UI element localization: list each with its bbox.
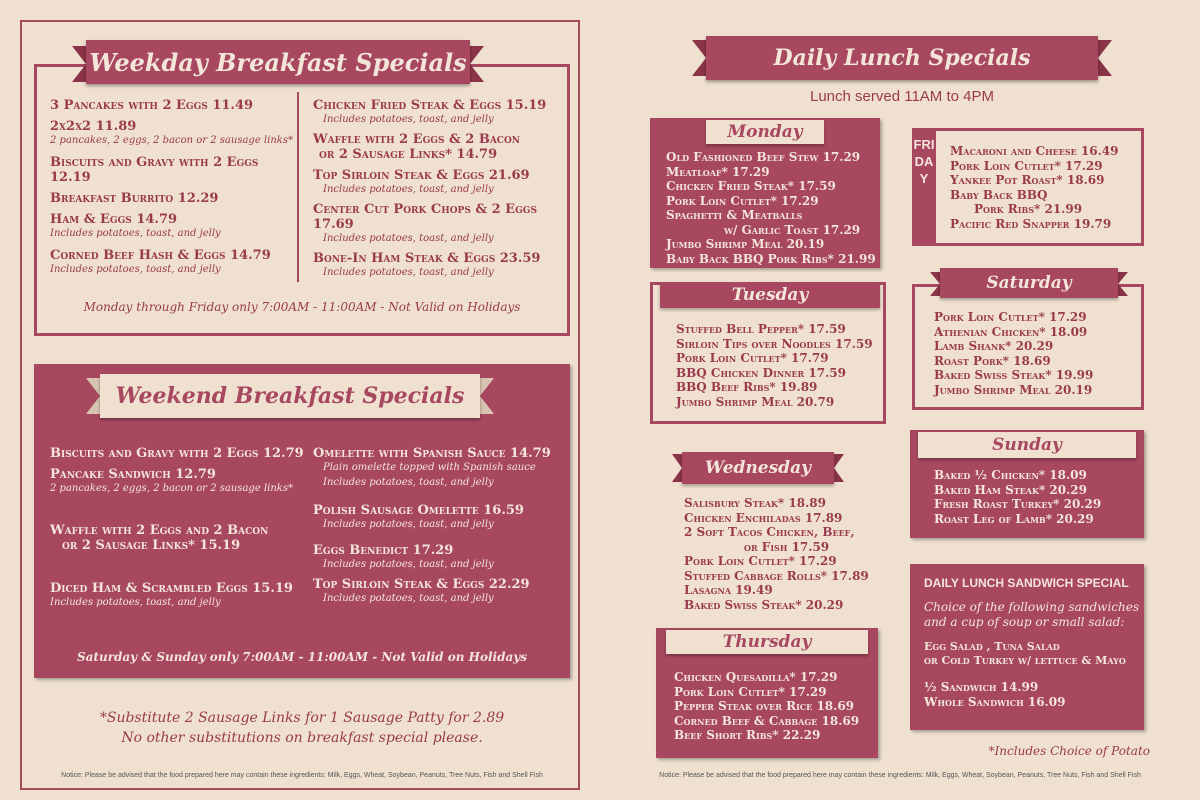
lunch-item: Pork Loin Cutlet* 17.29 <box>666 193 819 208</box>
weekday-footer: Monday through Friday only 7:00AM - 11:00AM - Not Valid on Holidays <box>83 300 521 314</box>
weekday-left-col <box>50 98 300 280</box>
menu-item: Pancake Sandwich 12.79 <box>50 467 216 482</box>
lunch-item: Jumbo Shrimp Meal 20.79 <box>676 394 835 409</box>
sunday-items <box>934 468 1140 526</box>
menu-item-desc: Plain omelette topped with Spanish sauce <box>323 462 536 473</box>
lunch-item: Baked Swiss Steak* 20.29 <box>684 597 844 612</box>
substitution-line-1: *Substitute 2 Sausage Links for 1 Sausage Patty for 2.89 <box>99 710 505 726</box>
sandwich-half: ½ Sandwich 14.99 <box>924 680 1039 694</box>
menu-item: or 2 Sausage Links* 15.19 <box>62 538 241 553</box>
menu-item: or 2 Sausage Links* 14.79 <box>319 147 498 162</box>
menu-item: Center Cut Pork Chops & 2 Eggs 17.69 <box>313 202 537 232</box>
friday-title: FRIDAY <box>913 137 935 186</box>
lunch-item: Pork Ribs* 21.99 <box>974 202 1083 216</box>
lunch-item: Pepper Steak over Rice 18.69 <box>674 699 855 713</box>
menu-item: Chicken Fried Steak & Eggs 15.19 <box>313 98 547 113</box>
menu-item-desc: Includes potatoes, toast, and jelly <box>323 519 494 530</box>
sandwich-whole: Whole Sandwich 16.09 <box>924 695 1066 709</box>
menu-item: Diced Ham & Scrambled Eggs 15.19 <box>50 581 293 596</box>
menu-item: 3 Pancakes with 2 Eggs 11.49 <box>50 98 254 113</box>
saturday-title: Saturday <box>940 268 1118 298</box>
menu-item-desc: Includes potatoes, toast, and jelly <box>50 228 221 239</box>
lunch-item: Baked Swiss Steak* 19.99 <box>934 368 1094 382</box>
lunch-item: Beef Short Ribs* 22.29 <box>674 728 821 742</box>
weekend-title: Weekend Breakfast Specials <box>100 374 480 418</box>
lunch-item: Pork Loin Cutlet* 17.29 <box>934 310 1087 324</box>
lunch-item: Pork Loin Cutlet* 17.29 <box>950 158 1103 173</box>
weekend-left-col <box>50 446 305 613</box>
lunch-item: Spaghetti & Meatballs <box>666 208 803 222</box>
lunch-item: Pacific Red Snapper 19.79 <box>950 216 1112 231</box>
weekend-footer: Saturday & Sunday only 7:00AM - 11:00AM - Not Valid on Holidays <box>76 650 528 664</box>
lunch-item: 2 Soft Tacos Chicken, Beef, <box>684 525 855 539</box>
lunch-item: Lamb Shank* 20.29 <box>934 339 1054 353</box>
lunch-item: Meatloaf* 17.29 <box>666 164 770 179</box>
weekday-title: Weekday Breakfast Specials <box>86 40 470 84</box>
menu-item: Corned Beef Hash & Eggs 14.79 <box>50 248 271 263</box>
menu-item-desc: 2 pancakes, 2 eggs, 2 bacon or 2 sausage links* <box>50 483 293 494</box>
thursday-title: Thursday <box>666 630 868 654</box>
sunday-title: Sunday <box>918 432 1136 458</box>
lunch-item: Pork Loin Cutlet* 17.79 <box>676 351 829 365</box>
weekday-right-col <box>313 98 568 283</box>
sandwich-option-2: or Cold Turkey w/ lettuce & Mayo <box>924 654 1126 667</box>
menu-item-desc: Includes potatoes, toast, and jelly <box>50 264 221 275</box>
lunch-item: Lasagna 19.49 <box>684 583 773 597</box>
menu-item: Breakfast Burrito 12.29 <box>50 191 219 206</box>
lunch-item: BBQ Chicken Dinner 17.59 <box>676 365 846 380</box>
lunch-item: Salisbury Steak* 18.89 <box>684 496 826 510</box>
lunch-title: Daily Lunch Specials <box>706 36 1098 80</box>
monday-items <box>666 150 880 266</box>
substitution-line-2: No other substitutions on breakfast special please. <box>121 730 483 746</box>
lunch-item: Baked Ham Steak* 20.29 <box>934 482 1087 497</box>
lunch-item: Baked ½ Chicken* 18.09 <box>934 468 1087 482</box>
menu-item-desc: Includes potatoes, toast, and jelly <box>50 597 221 608</box>
menu-item-desc: Includes potatoes, toast, and jelly <box>323 184 494 195</box>
menu-item: Bone-In Ham Steak & Eggs 23.59 <box>313 251 541 266</box>
menu-item: Ham & Eggs 14.79 <box>50 212 178 227</box>
lunch-item: Yankee Pot Roast* 18.69 <box>950 173 1105 187</box>
lunch-item: Baby Back BBQ Pork Ribs* 21.99 <box>666 251 876 266</box>
lunch-item: Roast Leg of Lamb* 20.29 <box>934 511 1094 526</box>
lunch-item: Roast Pork* 18.69 <box>934 353 1051 368</box>
lunch-item: BBQ Beef Ribs* 19.89 <box>676 380 818 394</box>
menu-item: 2x2x2 11.89 <box>50 119 137 134</box>
thursday-items <box>674 670 874 743</box>
menu-item: Polish Sausage Omelette 16.59 <box>313 503 524 518</box>
lunch-subtitle: Lunch served 11AM to 4PM <box>810 88 994 105</box>
wednesday-title: Wednesday <box>682 452 834 484</box>
potato-note: *Includes Choice of Potato <box>988 744 1150 758</box>
lunch-item: Athenian Chicken* 18.09 <box>934 324 1088 339</box>
lunch-item: Macaroni and Cheese 16.49 <box>950 144 1119 158</box>
lunch-item: Pork Loin Cutlet* 17.29 <box>684 554 837 568</box>
sandwich-desc-1: Choice of the following sandwiches <box>924 600 1139 614</box>
sandwich-option-1: Egg Salad , Tuna Salad <box>924 640 1060 653</box>
menu-item-desc: 2 pancakes, 2 eggs, 2 bacon or 2 sausage links* <box>50 135 293 146</box>
menu-item-desc: Includes potatoes, toast, and jelly <box>323 477 494 488</box>
sandwich-title: DAILY LUNCH SANDWICH SPECIAL <box>924 576 1129 590</box>
sandwich-content <box>924 576 1140 710</box>
menu-item: Top Sirloin Steak & Eggs 22.29 <box>313 577 530 592</box>
friday-items <box>950 144 1142 231</box>
lunch-item: Jumbo Shrimp Meal 20.19 <box>666 237 825 251</box>
menu-item-desc: Includes potatoes, toast, and jelly <box>323 267 494 278</box>
menu-item-desc: Includes potatoes, toast, and jelly <box>323 559 494 570</box>
tuesday-items <box>676 322 882 409</box>
weekend-right-col <box>313 446 568 609</box>
lunch-item: Stuffed Cabbage Rolls* 17.89 <box>684 568 869 583</box>
menu-item: Biscuits and Gravy with 2 Eggs 12.79 <box>50 446 304 461</box>
lunch-item: Stuffed Bell Pepper* 17.59 <box>676 322 846 336</box>
lunch-item: Fresh Roast Turkey* 20.29 <box>934 497 1102 511</box>
sandwich-desc-2: and a cup of soup or small salad: <box>924 615 1125 629</box>
lunch-item: Chicken Fried Steak* 17.59 <box>666 179 836 193</box>
menu-item: Waffle with 2 Eggs & 2 Bacon <box>313 132 521 147</box>
tuesday-title: Tuesday <box>660 282 880 308</box>
menu-item: Top Sirloin Steak & Eggs 21.69 <box>313 168 530 183</box>
menu-item: Biscuits and Gravy with 2 Eggs 12.19 <box>50 155 259 185</box>
menu-item-desc: Includes potatoes, toast, and jelly <box>323 114 494 125</box>
lunch-item: Old Fashioned Beef Stew 17.29 <box>666 150 861 164</box>
wednesday-items <box>684 496 874 612</box>
lunch-item: Corned Beef & Cabbage 18.69 <box>674 713 860 728</box>
saturday-items <box>934 310 1140 397</box>
allergen-notice-left: Notice: Please be advised that the food prepared here may contain these ingredients: Milk, Eggs, Wheat, Soybean, Peanuts, Tree Nuts, Fish and Shell Fish <box>61 772 543 779</box>
monday-title: Monday <box>706 120 824 144</box>
allergen-notice-right: Notice: Please be advised that the food prepared here may contain these ingredients: Milk, Eggs, Wheat, Soybean, Peanuts, Tree Nuts, Fish and Shell Fish <box>659 772 1141 779</box>
lunch-item: Baby Back BBQ <box>950 187 1048 202</box>
lunch-item: Chicken Enchiladas 17.89 <box>684 510 843 525</box>
lunch-item: Jumbo Shrimp Meal 20.19 <box>934 382 1093 397</box>
menu-item-desc: Includes potatoes, toast, and jelly <box>323 233 494 244</box>
lunch-item: or Fish 17.59 <box>744 539 830 554</box>
substitution-note <box>34 708 570 748</box>
menu-item: Eggs Benedict 17.29 <box>313 543 454 558</box>
lunch-item: Sirloin Tips over Noodles 17.59 <box>676 336 873 351</box>
lunch-item: Chicken Quesadilla* 17.29 <box>674 670 838 684</box>
menu-item-desc: Includes potatoes, toast, and jelly <box>323 593 494 604</box>
menu-item: Omelette with Spanish Sauce 14.79 <box>313 446 551 461</box>
lunch-item: w/ Garlic Toast 17.29 <box>724 222 861 237</box>
menu-item: Waffle with 2 Eggs and 2 Bacon <box>50 523 269 538</box>
lunch-item: Pork Loin Cutlet* 17.29 <box>674 684 827 699</box>
